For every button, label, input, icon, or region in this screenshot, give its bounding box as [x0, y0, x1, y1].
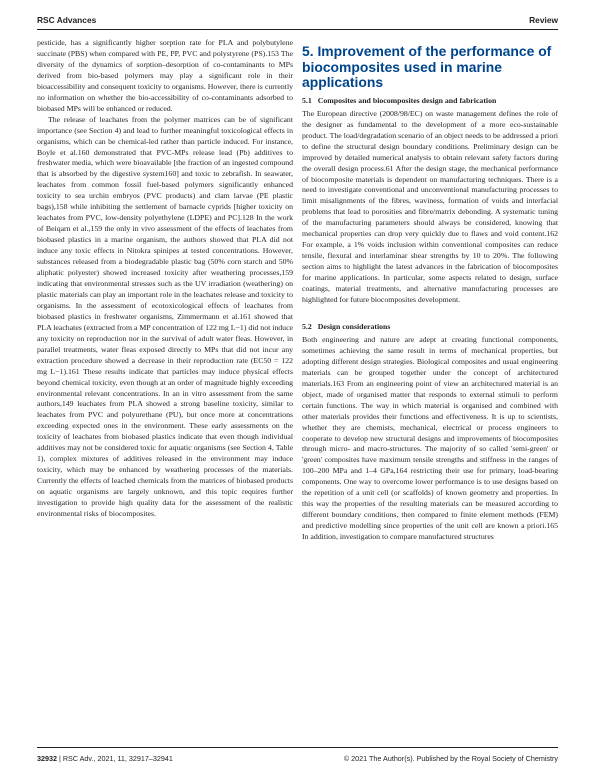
- left-paragraph-1: pesticide, has a significantly higher sorption rate for PLA and polybutylene succinate (PBS) when compared with PE, PP, PVC and polystyrene (PS).153 The diversity of the dynamics of sorption–desorption of co-contaminants to MPs derived from bio-based polymers may play a significant role in their bioaccessibility and consequent toxicity to organisms. However, there is currently no information on whether the bio-accessibility of co-contaminants adsorbed to biobased MPs will be enhanced or reduced.: [37, 38, 293, 113]
- section-title: 5. Improvement of the performance of biocomposites used in marine applications: [302, 43, 552, 91]
- right-column: [302, 38, 558, 543]
- subsection-heading-5-1: [302, 95, 558, 106]
- footer-rule: [37, 747, 558, 748]
- section-gap: [302, 306, 558, 321]
- left-column: [37, 38, 293, 520]
- subsection-5-1-paragraph: The European directive (2008/98/EC) on waste management defines the role of the designer as fundamental to the development of a more eco-sustainable product. The load/degradation scenario of an object needs to be addressed a priori to define the structural design boundary conditions. Preliminary design can be improved by detailed numerical analysis to obtain relevant safety factors during the overall design process.61 After the design stage, the mechanical performance of biocomposite materials is dependent on manufacturing techniques. There is a need to investigate conventional and unconventional manufacturing processes to limit misalignments of the fibres, waviness, formation of voids and interfacial problems that lead to porosities and fibre/matrix debonding. A systematic tuning of the manufacturing parameters should always be considered, knowing that mechanical properties can drop very quickly due to flaws and void content.162 For example, a 1% voids inclusion within conventional composites can reduce tensile, flexural and interlaminar shear strengths by 10 to 20%. The following section aims to highlight the latest advances in the fabrication of biocomposites for marine applications. In particular, some aspects related to design, surface coatings, material treatments, and alternative manufacturing processes are highlighted for future biocomposites development.: [302, 108, 558, 304]
- subsection-title: Design considerations: [317, 321, 391, 331]
- journal-name: RSC Advances: [37, 15, 97, 25]
- footer-copyright: © 2021 The Author(s). Published by the Royal Society of Chemistry: [343, 754, 558, 763]
- header-rule: [37, 29, 558, 30]
- article-type: Review: [529, 15, 558, 25]
- citation-text: | RSC Adv., 2021, 11, 32917–32941: [57, 754, 173, 763]
- page-number: 32932: [37, 754, 57, 763]
- footer-citation: [37, 754, 173, 763]
- left-paragraph-2: The release of leachates from the polymer matrices can be of significant importance (see Section 4) and lead to further meaningful toxicological effects in organisms, which can be chemical-led rather than particle induced. For instance, Boyle et al.160 demonstrated that PVC-MPs release lead (Pb) additives to freshwater media, which were bioavailable [the fraction of an ingested compound that is absorbed by the digestive system160] and toxic to zebrafish. In seawater, leachates from common fossil fuel-based polymers significantly enhanced toxicity to sea urchin embryos (PVC products) and clam larvae (PE plastic bags),158 while inhibiting the settlement of barnacle cyprids [higher toxicity on leachates from PVC, low-density polyethylene (LDPE) and PC].128 In the work of Beiqarn et al.,159 the only in vivo assessment of the effects of leachates from biobased plastics in a marine organism, the authors showed that PLA did not induce any toxic effects in Nitokra spinipes at tested concentrations. However, substances released from a biodegradable plastic bag (50% corn starch and 50% aliphatic polyester) showed increased toxicity after weathering processes,159 indicating that environmental stresses such as the UV irradiation (weathering) on plastic materials can play an important role in the leachates release and toxicity to organisms. In the assessment of ecotoxicological effects of leachates from biobased plastics in freshwater organisms, Zimmermann et al.161 showed that PLA leachates (extracted from a MP concentration of 122 mg L−1) did not induce any toxicity on reproduction nor in the survival of adult water fleas. However, in parallel treatments, water fleas exposed directly to MPs that did not incur any extraction procedure showed a decrease in their reproduction rate (EC50 = 122 mg L−1).161 These results indicate that particles may induce physical effects beyond chemical toxicity, even though at an order of magnitude highly exceeding environmental relevant concentrations. In an in vitro assessment from the same authors,149 leachates from PLA showed a strong baseline toxicity, similar to leachates from PVC and polyurethane (PU), but once more at concentrations exceeding expected ones in the environment. These early assessments on the toxicity of leachates from biobased plastics indicate that even though individual additives may not be considered toxic for aquatic organisms (see Section 4, Table 1), complex mixtures of additives released in the environment may induce toxicity, which may be enhanced by weathering processes of the materials. Currently the effects of leached chemicals from the matrices of biobased products on aquatic organisms are largely unknown, and this topic requires further investigation to provide high quality data for the assessment of the realistic environmental risks of biocomposites.: [37, 114, 293, 518]
- subsection-title: Composites and biocomposites design and fabrication: [317, 95, 497, 105]
- subsection-number: 5.1: [302, 95, 312, 105]
- subsection-heading-5-2: [302, 321, 558, 332]
- subsection-number: 5.2: [302, 321, 312, 331]
- subsection-5-2-paragraph: Both engineering and nature are adept at creating functional components, sometimes achieving the same result in terms of mechanical properties, but adopting different design strategies. Biological composites and usual engineering materials can be grouped together under the concept of architectured materials.163 From an engineering point of view an architectured material is an object, made of organised matter that responds to external stimuli to perform certain functions. The way in which material is organised and combined with other materials provides their functions and effectiveness. It is up to scientists, whether they are chemists, mechanical, electrical or process engineers to cooperate to develop new structural designs and improvements of biocomposites through micro- and macro-structures. The majority of so called 'semi-green' or 'green' composites have maximum tensile strengths and stiffness in the ranges of 100–200 MPa and 1–4 GPa,164 restricting their use for primary, load-bearing components. One way to overcome lower performance is to use designs based on the repetition of a unit cell (or scaffolds) of known geometry and properties. In this way the properties of the resulting materials can be measured according to different boundary conditions, then compared to finite element methods (FEM) and predictive modelling since properties of the unit cell are known a priori.165 In addition, investigation to compare manufactured structures: [302, 334, 558, 542]
